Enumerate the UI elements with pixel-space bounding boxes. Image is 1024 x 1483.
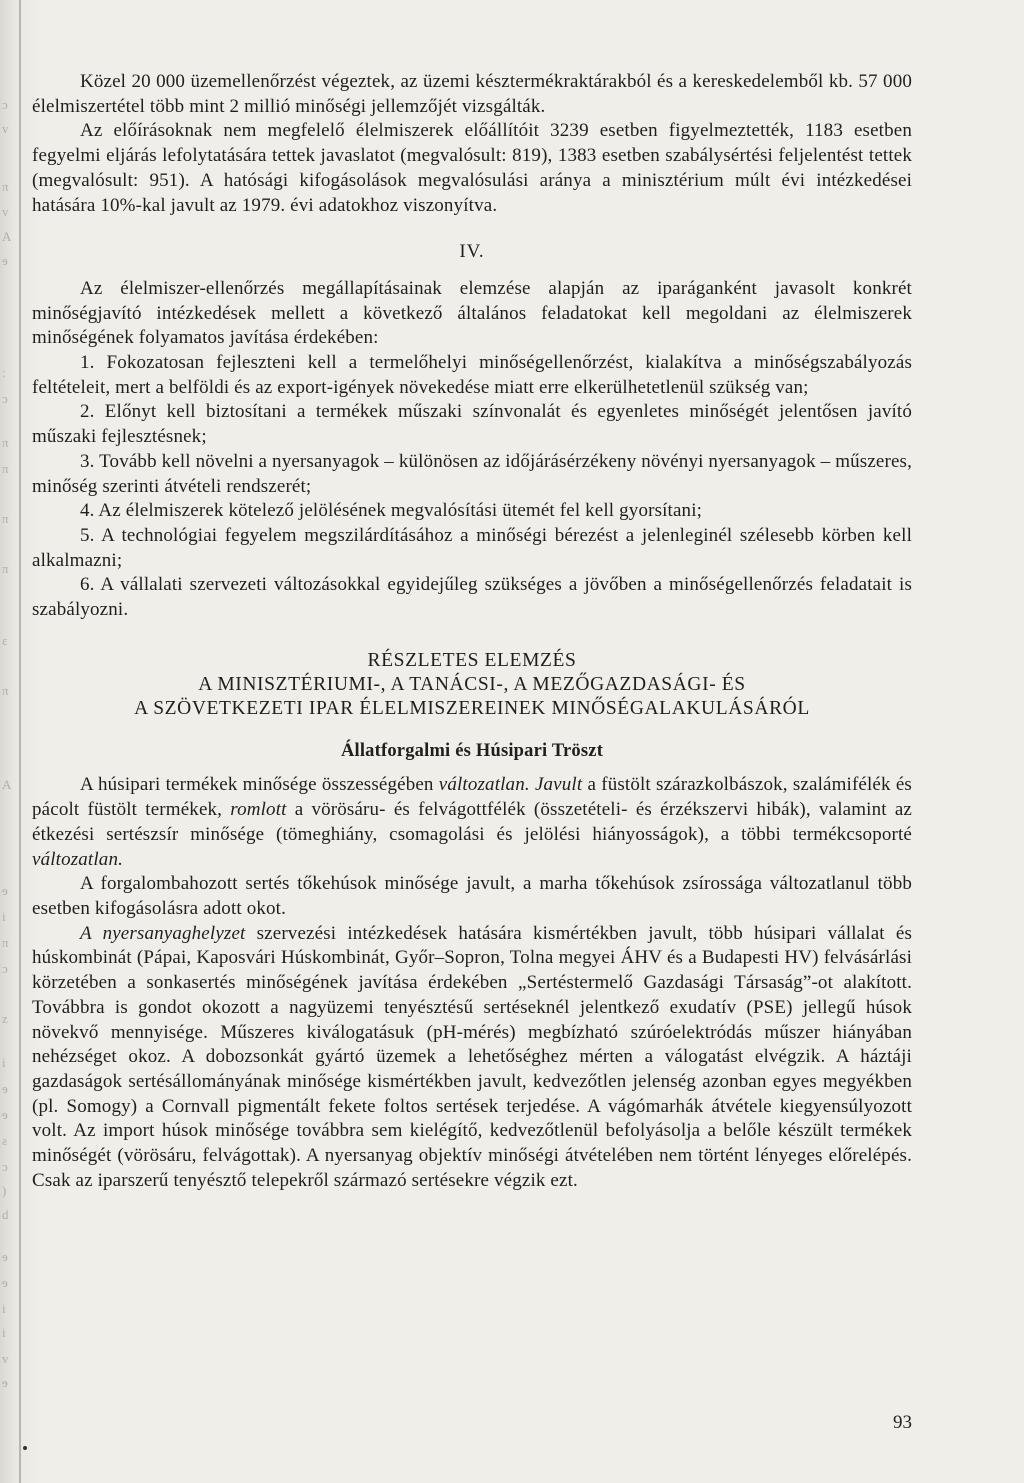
bleed-mark: i xyxy=(2,909,6,924)
intro-paragraph-1: Közel 20 000 üzemellenőrzést végeztek, az üzemi késztermékraktárakból és a kereskedelemből kb. 57 000 élelmiszertétel több mint 2 millió minőségi jellemzőjét vizsgálták. xyxy=(32,71,912,117)
raw-material-paragraph xyxy=(32,922,912,1194)
bleed-mark: π xyxy=(2,683,9,698)
bleed-mark: ) xyxy=(2,1183,7,1198)
bleed-mark: d xyxy=(2,1207,9,1222)
facing-page-bleed xyxy=(0,0,28,1483)
intro-paragraph-2: Az előírásoknak nem megfelelő élelmiszerek előállítóit 3239 esetben figyelmeztették, 1183 esetben fegyelmi eljárás lefolytatására tettek javaslatot (megvalósult: 819), 1383 esetben szabálysértési feljelentést tettek (megvalósult: 951). A hatósági kifogásolások megvalósulási aránya a minisztérium múlt évi intézkedései hatására 10%-kal javult az 1979. évi adatokhoz viszonyítva. xyxy=(32,120,912,216)
fresh-meat-paragraph: A forgalombahozott sertés tőkehúsok minősége javult, a marha tőkehúsok zsírossága változatlanul több esetben kifogásolásra adott okot. xyxy=(32,873,912,919)
bleed-mark: π xyxy=(2,935,9,950)
bleed-mark: ɔ xyxy=(2,961,8,976)
bleed-mark: : xyxy=(2,365,6,380)
bleed-mark: ƨ xyxy=(2,1133,8,1148)
text-run: a füstölt szárazkolbászok, szalámifélék és pácolt füstölt termékek, xyxy=(32,774,912,821)
italic-term: változatlan. xyxy=(438,774,530,796)
bleed-mark: ɔ xyxy=(2,391,8,406)
bleed-mark: v xyxy=(2,121,9,136)
bleed-mark: ɘ xyxy=(2,1375,8,1390)
bleed-mark: π xyxy=(2,179,9,194)
meat-quality-paragraph xyxy=(32,773,912,872)
bleed-mark: ɔ xyxy=(2,1159,8,1174)
text-run: a vörösáru- és felvágottfélék (összetételi- és érzékszervi hibák), valamint az étkezési sertészsír minősége (tömeghiány, csomagolási és jelölési hiányosságok), a többi termékcsoporté xyxy=(32,799,912,845)
page-body xyxy=(32,70,912,1193)
task-item-3: 3. Tovább kell növelni a nyersanyagok – különösen az időjárásérzékeny növényi nyersanyagok – műszeres, minőség szerinti átvételi rendszerét; xyxy=(32,450,912,497)
bleed-mark: i xyxy=(2,1301,6,1316)
bleed-mark: π xyxy=(2,561,9,576)
bleed-mark: π xyxy=(2,511,9,526)
bleed-mark: A xyxy=(2,229,12,244)
bleed-mark: ɘ xyxy=(2,1107,8,1122)
bleed-mark: i xyxy=(2,1055,6,1070)
bleed-mark: ɘ xyxy=(2,1249,8,1264)
heading-line-1: RÉSZLETES ELEMZÉS xyxy=(367,649,577,671)
text-run: szervezési intézkedések hatására kismértékben javult, több húsipari vállalat és húskombinát (Pápai, Kaposvári Húskombinát, Győr–Sopron, Tolna megyei ÁHV és a Budapesti HV) felvásárlási körzetében a sonkasertés minőségének javítása érdekében „Sertéstermelő Gazdasági Társaság”-ot alakított. Továbbra is gondot okozott a nagyüzemi tenyésztésű sertéseknél jelentkező exudatív (PSE) jellegű húsok növekvő mennyisége. Műszeres kiválogatásuk (pH-mérés) megbízható szúróelektródás műszer hiányában nehézséget okoz. A dobozsonkát gyártó üzemek a lehetőséghez mérten a válogatást elvégzik. A háztáji gazdaságok sertésállományának minősége kismértékben javult, kedvezőtlen jelenség azonban egyes megyékben (pl. Somogy) a Cornvall pigmentált fekete foltos sertések terjedése. A vágómarhák átvétele kiegyensúlyozott volt. Az import húsok minősége továbbra sem kielégítő, kedvezőtlenül befolyásolja a belőle készült termékek minőségét (vörösáru, felvágottak). A nyersanyag objektív minőségi átvételében nem történt lényeges előrelépés. Csak az iparszerű tenyésztő telepekről származó sertésekre végzik ezt. xyxy=(32,922,912,1191)
bleed-mark: ɘ xyxy=(2,253,8,268)
task-item-2: 2. Előnyt kell biztosítani a termékek műszaki színvonalát és egyenletes minőségét jelentősen javító műszaki fejlesztésnek; xyxy=(32,401,912,448)
bleed-mark: v xyxy=(2,1351,9,1366)
text-run: A húsipari termékek minősége összességében xyxy=(80,774,439,796)
bleed-mark: ɘ xyxy=(2,1081,8,1096)
bleed-mark: i xyxy=(2,1325,6,1340)
italic-term: romlott xyxy=(230,799,287,821)
scan-speck xyxy=(23,1446,27,1450)
task-item-1: 1. Fokozatosan fejleszteni kell a termelőhelyi minőségellenőrzést, kialakítva a minőségszabályozás feltételeit, mert a belföldi és az export-igények növekedése miatt erre elkerülhetetlenül szükség van; xyxy=(32,352,912,398)
task-item-5: 5. A technológiai fegyelem megszilárdításához a minőségi bérezést a jelenleginél szélesebb körben kell alkalmazni; xyxy=(32,524,912,571)
italic-term: Javult xyxy=(534,774,583,796)
detailed-analysis-heading xyxy=(32,649,912,721)
page-number: 93 xyxy=(893,1412,912,1433)
bleed-mark: ɘ xyxy=(2,1275,8,1290)
bleed-mark: π xyxy=(2,461,9,476)
bleed-mark: z xyxy=(2,1011,8,1026)
bleed-mark: A xyxy=(2,777,12,792)
bleed-mark: v xyxy=(2,204,9,219)
heading-line-2: A MINISZTÉRIUMI-, A TANÁCSI-, A MEZŐGAZDASÁGI- ÉS xyxy=(198,673,746,695)
italic-term: változatlan. xyxy=(32,848,123,870)
italic-term: A nyersanyaghelyzet xyxy=(80,922,246,944)
bleed-mark: π xyxy=(2,435,9,450)
subsection-title: Állatforgalmi és Húsipari Tröszt xyxy=(340,740,604,761)
task-item-4: 4. Az élelmiszerek kötelező jelölésének megvalósítási ütemét fel kell gyorsítani; xyxy=(80,500,703,522)
heading-line-3: A SZÖVETKEZETI IPAR ÉLELMISZEREINEK MINŐSÉGALAKULÁSÁRÓL xyxy=(134,697,810,719)
task-item-6: 6. A vállalati szervezeti változásokkal egyidejűleg szükséges a jövőben a minőségellenőrzés feladatait is szabályozni. xyxy=(32,574,912,621)
bleed-mark: ɘ xyxy=(2,883,8,898)
section-number: IV. xyxy=(459,241,485,263)
bleed-mark: ɔ xyxy=(2,97,8,112)
section-iv-intro: Az élelmiszer-ellenőrzés megállapításainak elemzése alapján az iparáganként javasolt konkrét minőségjavító intézkedések mellett a következő általános feladatokat kell megoldani az élelmiszerek minőségének folyamatos javítása érdekében: xyxy=(32,277,912,349)
bleed-mark: ε xyxy=(2,633,8,648)
